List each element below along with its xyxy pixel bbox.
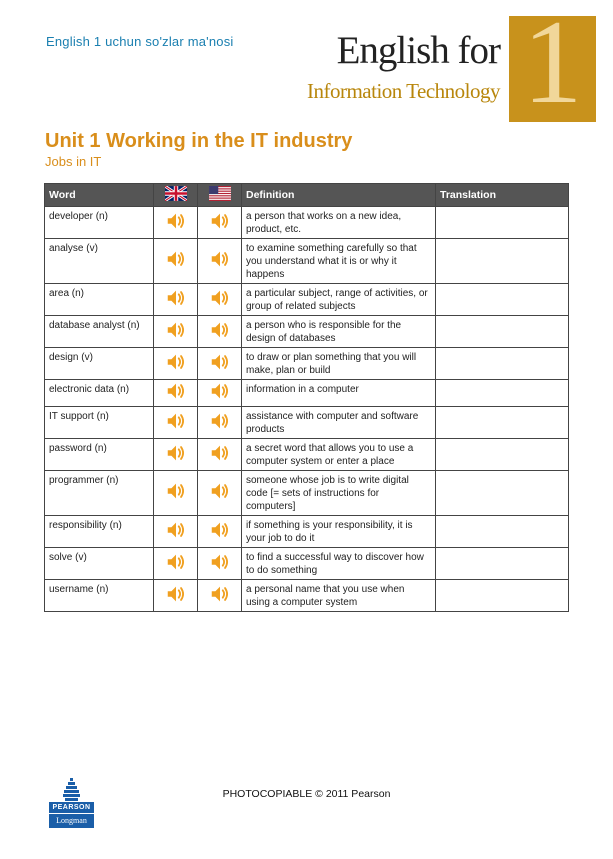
speaker-icon[interactable] <box>165 248 187 274</box>
speaker-icon[interactable] <box>209 248 231 274</box>
definition-cell: to find a successful way to discover how to do something <box>242 548 436 580</box>
column-header-definition: Definition <box>242 184 436 207</box>
definition-cell: someone whose job is to write digital code [= sets of instructions for computers] <box>242 471 436 516</box>
us-audio-cell <box>198 439 242 471</box>
us-audio-cell <box>198 580 242 612</box>
speaker-icon[interactable] <box>209 410 231 436</box>
definition-cell: information in a computer <box>242 380 436 407</box>
word-cell: username (n) <box>45 580 154 612</box>
table-row <box>45 471 569 516</box>
speaker-icon[interactable] <box>165 351 187 377</box>
us-audio-cell <box>198 407 242 439</box>
speaker-icon[interactable] <box>209 442 231 468</box>
unit-subtitle: Jobs in IT <box>45 154 102 169</box>
us-audio-cell <box>198 516 242 548</box>
word-cell: IT support (n) <box>45 407 154 439</box>
speaker-icon[interactable] <box>209 551 231 577</box>
table-row <box>45 516 569 548</box>
translation-cell[interactable] <box>436 284 569 316</box>
uk-audio-cell <box>154 380 198 407</box>
uk-audio-cell <box>154 284 198 316</box>
us-audio-cell <box>198 239 242 284</box>
table-row <box>45 316 569 348</box>
page-note: English 1 uchun so'zlar ma'nosi <box>46 34 234 49</box>
word-cell: area (n) <box>45 284 154 316</box>
translation-cell[interactable] <box>436 516 569 548</box>
word-cell: design (v) <box>45 348 154 380</box>
pearson-logo <box>49 778 94 830</box>
copyright-footer: PHOTOCOPIABLE © 2011 Pearson <box>222 788 391 800</box>
speaker-icon[interactable] <box>165 519 187 545</box>
speaker-icon[interactable] <box>165 442 187 468</box>
us-audio-cell <box>198 348 242 380</box>
speaker-icon[interactable] <box>165 551 187 577</box>
translation-cell[interactable] <box>436 407 569 439</box>
speaker-icon[interactable] <box>165 319 187 345</box>
speaker-icon[interactable] <box>209 210 231 236</box>
uk-audio-cell <box>154 548 198 580</box>
table-row <box>45 548 569 580</box>
speaker-icon[interactable] <box>165 287 187 313</box>
word-cell: programmer (n) <box>45 471 154 516</box>
publisher-imprint: Longman <box>49 814 94 828</box>
us-audio-cell <box>198 471 242 516</box>
word-cell: solve (v) <box>45 548 154 580</box>
uk-audio-cell <box>154 348 198 380</box>
column-header-us <box>198 184 242 207</box>
word-cell: electronic data (n) <box>45 380 154 407</box>
uk-audio-cell <box>154 239 198 284</box>
uk-audio-cell <box>154 407 198 439</box>
speaker-icon[interactable] <box>165 480 187 506</box>
table-row <box>45 407 569 439</box>
speaker-icon[interactable] <box>209 287 231 313</box>
translation-cell[interactable] <box>436 580 569 612</box>
translation-cell[interactable] <box>436 439 569 471</box>
table-row <box>45 207 569 239</box>
definition-cell: a particular subject, range of activities, or group of related subjects <box>242 284 436 316</box>
uk-flag-icon <box>165 186 187 204</box>
speaker-icon[interactable] <box>209 519 231 545</box>
uk-audio-cell <box>154 471 198 516</box>
definition-cell: a secret word that allows you to use a computer system or enter a place <box>242 439 436 471</box>
uk-audio-cell <box>154 207 198 239</box>
speaker-icon[interactable] <box>209 351 231 377</box>
table-header-row <box>45 184 569 207</box>
translation-cell[interactable] <box>436 380 569 407</box>
speaker-icon[interactable] <box>165 410 187 436</box>
us-audio-cell <box>198 316 242 348</box>
translation-cell[interactable] <box>436 316 569 348</box>
translation-cell[interactable] <box>436 207 569 239</box>
us-audio-cell <box>198 380 242 407</box>
word-cell: analyse (v) <box>45 239 154 284</box>
logo-title: English for <box>336 29 500 72</box>
table-row <box>45 580 569 612</box>
us-audio-cell <box>198 284 242 316</box>
logo-number-box <box>509 16 596 122</box>
column-header-translation: Translation <box>436 184 569 207</box>
definition-cell: a personal name that you use when using a computer system <box>242 580 436 612</box>
table-row <box>45 348 569 380</box>
speaker-icon[interactable] <box>165 210 187 236</box>
translation-cell[interactable] <box>436 348 569 380</box>
unit-title: Unit 1 Working in the IT industry <box>45 130 353 152</box>
word-cell: responsibility (n) <box>45 516 154 548</box>
definition-cell: a person who is responsible for the design of databases <box>242 316 436 348</box>
table-row <box>45 284 569 316</box>
logo-number: 1 <box>522 16 583 122</box>
uk-audio-cell <box>154 580 198 612</box>
column-header-uk <box>154 184 198 207</box>
word-cell: database analyst (n) <box>45 316 154 348</box>
definition-cell: to examine something carefully so that you understand what it is or why it happens <box>242 239 436 284</box>
translation-cell[interactable] <box>436 239 569 284</box>
uk-audio-cell <box>154 316 198 348</box>
table-row <box>45 439 569 471</box>
vocabulary-table <box>44 183 569 612</box>
translation-cell[interactable] <box>436 548 569 580</box>
speaker-icon[interactable] <box>209 380 231 406</box>
word-cell: password (n) <box>45 439 154 471</box>
us-audio-cell <box>198 207 242 239</box>
table-row <box>45 239 569 284</box>
uk-audio-cell <box>154 439 198 471</box>
definition-cell: assistance with computer and software products <box>242 407 436 439</box>
us-flag-icon <box>209 186 231 204</box>
speaker-icon[interactable] <box>165 380 187 406</box>
word-cell: developer (n) <box>45 207 154 239</box>
uk-audio-cell <box>154 516 198 548</box>
definition-cell: to draw or plan something that you will make, plan or build <box>242 348 436 380</box>
speaker-icon[interactable] <box>209 480 231 506</box>
speaker-icon[interactable] <box>165 583 187 609</box>
speaker-icon[interactable] <box>209 583 231 609</box>
publisher-name: PEARSON <box>49 802 94 813</box>
table-row <box>45 380 569 407</box>
column-header-word: Word <box>45 184 154 207</box>
translation-cell[interactable] <box>436 471 569 516</box>
logo-subtitle: Information Technology <box>306 79 500 103</box>
definition-cell: a person that works on a new idea, product, etc. <box>242 207 436 239</box>
definition-cell: if something is your responsibility, it is your job to do it <box>242 516 436 548</box>
us-audio-cell <box>198 548 242 580</box>
speaker-icon[interactable] <box>209 319 231 345</box>
